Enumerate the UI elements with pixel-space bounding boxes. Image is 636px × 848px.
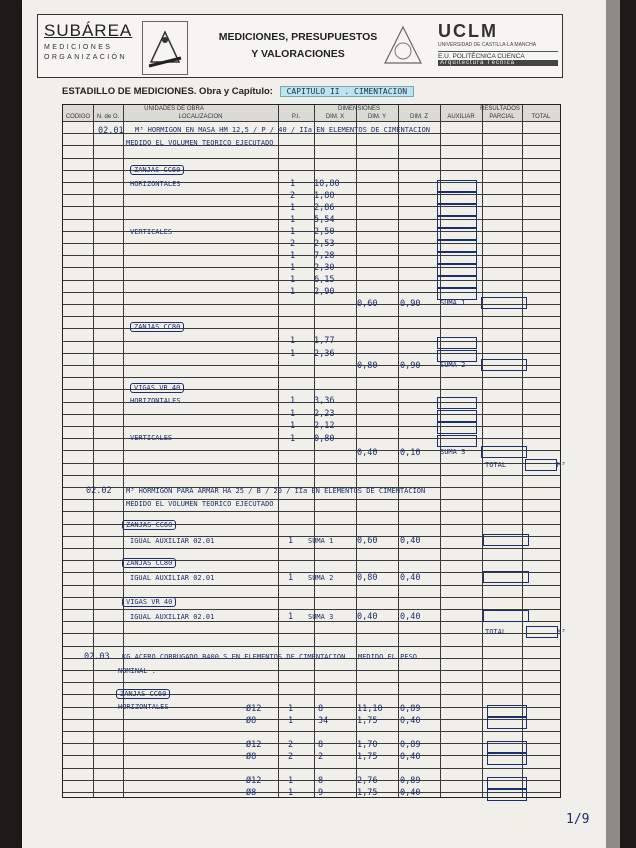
org-line-2: ORGANIZACIÓN [44, 54, 127, 61]
auxiliar-box [437, 422, 477, 434]
school-name: E.U. POLITÉCNICA CUENCA [438, 51, 558, 60]
dim-z-value: 0,89 [400, 740, 421, 750]
dim-x-value: 8 [318, 740, 324, 750]
item-description: NOMINAL . [118, 667, 156, 675]
sum-label: SUMA 3 [440, 448, 466, 456]
pi-value: 2 [290, 239, 296, 249]
total-box [525, 459, 557, 471]
sum-label: SUMA 1 [440, 299, 466, 307]
row-rule [63, 267, 560, 268]
sheet-title [62, 86, 414, 97]
col-dimx: DIM. X [325, 114, 345, 120]
dim-y-value: 1,75 [357, 716, 378, 726]
diameter-value: Ø8 [246, 716, 257, 726]
parcial-box [487, 753, 527, 765]
pi-value: 2 [288, 752, 294, 762]
auxiliar-box [437, 435, 477, 447]
dim-z-value: 0,40 [400, 536, 421, 546]
group-label: ZANJAS CC60 [116, 689, 170, 699]
sum-ref: SUMA 2 [308, 574, 334, 582]
dim-x-value: 9 [318, 788, 324, 798]
group-label: ZANJAS CC80 [122, 558, 176, 568]
dim-z-value: 0,89 [400, 776, 421, 786]
location-label: VERTICALES [130, 434, 173, 442]
auxiliar-box [437, 337, 477, 349]
row-rule [63, 743, 560, 744]
pi-value: 1 [290, 349, 296, 359]
diameter-value: Ø12 [246, 704, 262, 714]
parcial-box [487, 789, 527, 801]
dim-y-value: 0,40 [357, 612, 378, 622]
parcial-box [487, 741, 527, 753]
dim-x-value: 1,77 [314, 336, 335, 346]
pi-value: 1 [288, 788, 294, 798]
diameter-value: Ø8 [246, 752, 257, 762]
row-rule [63, 353, 560, 354]
row-rule [63, 511, 560, 512]
dim-y-value: 0,40 [357, 448, 378, 458]
row-rule [63, 414, 560, 415]
pi-value: 1 [290, 396, 296, 406]
org-line-1: MEDICIONES [44, 44, 113, 51]
dim-x-value: 10,80 [314, 179, 340, 189]
dim-y-value: 1,75 [357, 752, 378, 762]
dim-x-value: 7,28 [314, 251, 335, 261]
dim-z-value: 0,89 [400, 704, 421, 714]
school-subtitle: Arquitectura Técnica [438, 60, 558, 66]
header-results: RESULTADOS [480, 106, 520, 112]
row-rule [63, 646, 560, 647]
doc-title-line-2: Y VALORACIONES [251, 48, 345, 60]
figure-emblem-icon [142, 21, 188, 75]
dim-z-value: 0,10 [400, 448, 421, 458]
pi-value: 1 [290, 179, 296, 189]
header-dimensions: DIMENSIONES [337, 106, 380, 112]
dim-x-value: 2,50 [314, 227, 335, 237]
parcial-box [481, 446, 527, 458]
dim-x-value: 2,86 [314, 203, 335, 213]
dim-y-value: 0,80 [357, 573, 378, 583]
subarea-logo [44, 21, 138, 73]
total-box [526, 626, 558, 638]
parcial-box [483, 610, 529, 622]
pi-value: 1 [288, 716, 294, 726]
pi-value: 1 [290, 227, 296, 237]
pi-value: 1 [288, 573, 294, 583]
dim-x-value: 2,36 [314, 349, 335, 359]
row-rule [63, 121, 560, 122]
dim-z-value: 0,40 [400, 788, 421, 798]
auxiliar-box [437, 252, 477, 264]
row-rule [63, 426, 560, 427]
sum-ref: SUMA 1 [308, 537, 334, 545]
auxiliar-box [437, 204, 477, 216]
pi-value: 1 [290, 251, 296, 261]
col-dimy: DIM. Y [367, 114, 387, 120]
document-header [37, 14, 563, 78]
row-rule [63, 158, 560, 159]
pi-value: 1 [288, 536, 294, 546]
parcial-box [483, 534, 529, 546]
uni-name: UCLM [438, 21, 498, 41]
dim-x-value: 8 [318, 704, 324, 714]
row-rule [63, 194, 560, 195]
row-rule [63, 243, 560, 244]
dim-x-value: 2,23 [314, 409, 335, 419]
pi-value: 1 [288, 612, 294, 622]
dim-x-value: 34 [318, 716, 329, 726]
dim-x-value: 5,54 [314, 215, 335, 225]
chapter-field: CAPITULO II . CIMENTACION [280, 86, 414, 97]
group-label: VIGAS VR 40 [122, 597, 176, 607]
dim-x-value: 2,30 [314, 263, 335, 273]
parcial-box [483, 571, 529, 583]
dim-z-value: 0,90 [400, 361, 421, 371]
pi-value: 1 [290, 287, 296, 297]
row-rule [63, 280, 560, 281]
location-label: VERTICALES [130, 228, 173, 236]
dim-x-value: 2,12 [314, 421, 335, 431]
diameter-value: Ø12 [246, 776, 262, 786]
row-rule [63, 682, 560, 683]
dim-y-value: 11,10 [357, 704, 383, 714]
row-rule [63, 755, 560, 756]
row-rule [63, 792, 560, 793]
item-code: 02.03 [84, 652, 110, 662]
item-description: MEDIDO EL VOLUMEN TEORICO EJECUTADO [126, 500, 274, 508]
col-no: N. de O. [96, 114, 120, 120]
row-rule [63, 768, 560, 769]
group-label: ZANJAS CC60 [130, 165, 184, 175]
item-code: 02.01 [98, 126, 124, 136]
col-pi: P.I. [291, 114, 301, 120]
pi-value: 1 [290, 434, 296, 444]
row-rule [63, 475, 560, 476]
doc-title [198, 29, 398, 63]
uclm-logo [438, 21, 558, 66]
item-description: M³ HORMIGON PARA ARMAR HA 25 / B / 20 / IIa EN ELEMENTOS DE CIMENTACION [126, 487, 426, 495]
parcial-box [487, 717, 527, 729]
total-label: TOTAL [485, 628, 507, 636]
auxiliar-box [437, 216, 477, 228]
dim-y-value: 0,80 [357, 361, 378, 371]
parcial-box [487, 777, 527, 789]
row-rule [63, 548, 560, 549]
col-localizacion: LOCALIZACION [178, 114, 223, 120]
dim-y-value: 1,75 [357, 788, 378, 798]
dim-x-value: 2,53 [314, 239, 335, 249]
row-rule [63, 377, 560, 378]
dim-z-value: 0,40 [400, 573, 421, 583]
row-rule [63, 731, 560, 732]
group-label: ZANJAS CC80 [130, 322, 184, 332]
auxiliar-box [437, 240, 477, 252]
col-codigo: CODIGO [65, 114, 91, 120]
seal-icon [381, 23, 425, 69]
parcial-box [487, 705, 527, 717]
uni-subtitle: UNIVERSIDAD DE CASTILLA-LA MANCHA [438, 42, 537, 48]
sheet-title-text: ESTADILLO DE MEDICIONES. Obra y Capítulo: [62, 86, 273, 97]
pi-value: 1 [288, 776, 294, 786]
dim-x-value: 1,80 [314, 191, 335, 201]
location-label: IGUAL AUXILIAR 02.01 [130, 613, 215, 621]
item-description: MEDIDO EL VOLUMEN TEORICO EJECUTADO [126, 139, 274, 147]
page-number: 1/9 [566, 812, 590, 827]
row-rule [63, 255, 560, 256]
row-rule [63, 292, 560, 293]
header-units: UNIDADES DE OBRA [144, 106, 204, 112]
sum-label: SUMA 2 [440, 361, 466, 369]
dim-z-value: 0,40 [400, 752, 421, 762]
unit-label: M³ [557, 628, 566, 636]
dim-x-value: 8 [318, 776, 324, 786]
location-label: HORIZONTALES [118, 703, 169, 711]
row-rule [63, 219, 560, 220]
row-rule [63, 719, 560, 720]
dim-x-value: 2,90 [314, 287, 335, 297]
pi-value: 1 [290, 215, 296, 225]
pi-value: 1 [288, 704, 294, 714]
row-rule [63, 206, 560, 207]
dim-z-value: 0,40 [400, 716, 421, 726]
col-parcial: PARCIAL [489, 114, 515, 120]
pi-value: 1 [290, 263, 296, 273]
group-label: VIGAS VR 40 [130, 383, 184, 393]
pi-value: 2 [290, 191, 296, 201]
row-rule [63, 316, 560, 317]
dim-y-value: 0,60 [357, 536, 378, 546]
col-dimz: DIM. Z [410, 114, 428, 120]
item-description: KG ACERO CORRUGADO B400 S EN ELEMENTOS DE CIMENTACION . MEDIDO EL PESO [122, 653, 418, 661]
location-label: HORIZONTALES [130, 180, 181, 188]
parcial-box [481, 359, 527, 371]
auxiliar-box [437, 228, 477, 240]
item-description: M³ HORMIGON EN MASA HM 12,5 / P / 40 / IIa EN ELEMENTOS DE CIMENTACION [135, 126, 431, 134]
diameter-value: Ø12 [246, 740, 262, 750]
col-auxiliar: AUXILIAR [447, 114, 475, 120]
dim-x-value: 3,36 [314, 396, 335, 406]
item-code: 02.02 [86, 486, 112, 496]
page-edge [606, 0, 620, 848]
dim-x-value: 2 [318, 752, 324, 762]
dim-z-value: 0,90 [400, 299, 421, 309]
dim-y-value: 2,76 [357, 776, 378, 786]
auxiliar-box [437, 192, 477, 204]
pi-value: 1 [290, 421, 296, 431]
dim-x-value: 0,80 [314, 434, 335, 444]
location-label: IGUAL AUXILIAR 02.01 [130, 574, 215, 582]
pi-value: 1 [290, 275, 296, 285]
pi-value: 1 [290, 409, 296, 419]
parcial-box [481, 297, 527, 309]
org-title: SUBÁREA [44, 21, 133, 40]
dim-y-value: 1,70 [357, 740, 378, 750]
dim-x-value: 6,15 [314, 275, 335, 285]
location-label: HORIZONTALES [130, 397, 181, 405]
auxiliar-box [437, 180, 477, 192]
auxiliar-box [437, 264, 477, 276]
pi-value: 1 [290, 203, 296, 213]
dim-z-value: 0,40 [400, 612, 421, 622]
auxiliar-box [437, 397, 477, 409]
sum-ref: SUMA 3 [308, 613, 334, 621]
row-rule [63, 585, 560, 586]
group-label: ZANJAS CC60 [122, 520, 176, 530]
auxiliar-box [437, 276, 477, 288]
row-rule [63, 341, 560, 342]
col-total: TOTAL [531, 114, 551, 120]
unit-label: M³ [557, 461, 566, 469]
auxiliar-box [437, 410, 477, 422]
pi-value: 2 [288, 740, 294, 750]
doc-title-line-1: MEDICIONES, PRESUPUESTOS [218, 31, 378, 43]
total-label: TOTAL [485, 461, 507, 469]
dim-y-value: 0,60 [357, 299, 378, 309]
diameter-value: Ø8 [246, 788, 257, 798]
row-rule [63, 780, 560, 781]
location-label: IGUAL AUXILIAR 02.01 [130, 537, 215, 545]
pi-value: 1 [290, 336, 296, 346]
